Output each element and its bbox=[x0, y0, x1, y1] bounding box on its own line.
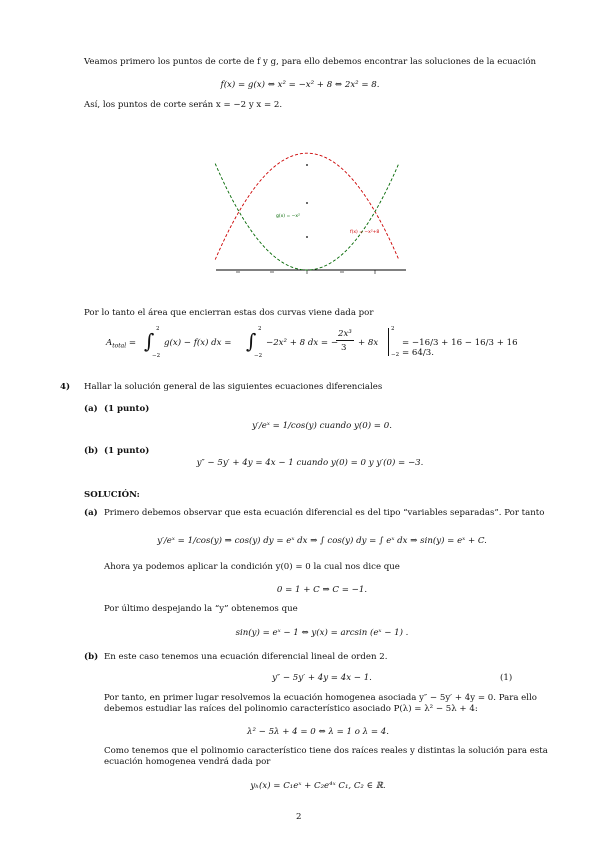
solution-b-eq3: yₕ(x) = C₁eˣ + C₂e⁴ˣ C₁, C₂ ∈ ℝ. bbox=[250, 781, 386, 791]
solution-b-text3-line2: ecuación homogenea vendrá dada por bbox=[104, 757, 271, 767]
part-b-equation: y″ − 5y′ + 4y = 4x − 1 cuando y(0) = 0 y y′(0) = −3. bbox=[196, 458, 424, 468]
intro-text: Veamos primero los puntos de corte de f y g, para ello debemos encontrar las soluciones de la ecuación bbox=[84, 57, 537, 67]
curve-g bbox=[215, 164, 399, 270]
page-number: 2 bbox=[296, 812, 302, 822]
solution-b-text: En este caso tenemos una ecuación diferencial lineal de orden 2. bbox=[104, 652, 388, 662]
solution-b-eq1: y″ − 5y′ + 4y = 4x − 1. bbox=[272, 673, 372, 683]
label-g: g(x) = −x² bbox=[276, 214, 300, 219]
solution-a-eq1: y′/eˣ = 1/cos(y) ⇒ cos(y) dy = eˣ dx ⇒ ∫ cos(y) dy = ∫ eˣ dx ⇒ sin(y) = eˣ + C. bbox=[157, 536, 487, 546]
solution-b-text3-line1: Como tenemos que el polinomio característico tiene dos raíces reales y distintas la solución para esta bbox=[104, 746, 548, 756]
part-b-label: (b) bbox=[84, 446, 99, 456]
y-axis-dots bbox=[306, 164, 308, 238]
solution-a-text2: Ahora ya podemos aplicar la condición y(0) = 0 la cual nos dice que bbox=[104, 562, 400, 572]
equation-intersection: f(x) = g(x) ⇔ x² = −x² + 8 ⇔ 2x² = 8. bbox=[220, 80, 380, 90]
label-f: f(x) = −x²+8 bbox=[350, 230, 380, 235]
area-intro: Por lo tanto el área que encierran estas dos curvas viene dada por bbox=[84, 308, 374, 318]
solution-a-eq3: sin(y) = eˣ − 1 ⇔ y(x) = arcsin (eˣ − 1) . bbox=[235, 628, 409, 638]
solution-b-eq2: λ² − 5λ + 4 = 0 ⇔ λ = 1 o λ = 4. bbox=[247, 727, 389, 737]
part-b-points: (1 punto) bbox=[104, 446, 150, 456]
solution-a-text: Primero debemos observar que esta ecuación diferencial es del tipo “variables separadas”. Por tanto bbox=[104, 508, 545, 518]
solution-heading: SOLUCIÓN: bbox=[84, 490, 140, 500]
solution-b-text2-line1: Por tanto, en primer lugar resolvemos la ecuación homogenea asociada y″ − 5y′ + 4y = 0. Para ello bbox=[104, 693, 537, 703]
function-graph bbox=[210, 122, 410, 282]
solution-a-label: (a) bbox=[84, 508, 98, 518]
solution-a-text3: Por último despejando la “y” obtenemos que bbox=[104, 604, 298, 614]
part-a-label: (a) bbox=[84, 404, 98, 414]
curve-f bbox=[215, 153, 399, 259]
x-tick-marks bbox=[236, 270, 375, 274]
problem-statement: Hallar la solución general de las siguientes ecuaciones diferenciales bbox=[84, 382, 383, 392]
solution-a-eq2: 0 = 1 + C ⇒ C = −1. bbox=[276, 585, 368, 595]
solution-b-eq1-number: (1) bbox=[500, 673, 513, 683]
area-equation: $A_{total}$ = ∫ 2 −2 g(x) − f(x) dx = ∫ 2 −2 −2x² + 8 dx = − 2x³ 3 + 8x 2 −2 = −16/3 + 16 − 16/3 + 16 = 64/3. bbox=[106, 326, 518, 359]
part-a-equation: y′/eˣ = 1/cos(y) cuando y(0) = 0. bbox=[252, 421, 392, 431]
area-lhs: $A_{total}$ = bbox=[106, 338, 137, 350]
solution-b-label: (b) bbox=[84, 652, 99, 662]
part-a-points: (1 punto) bbox=[104, 404, 150, 414]
problem-number: 4) bbox=[60, 382, 71, 392]
solution-b-text2-line2: debemos estudiar las raíces del polinomio característico asociado P(λ) = λ² − 5λ + 4: bbox=[104, 704, 478, 714]
cut-points-text: Así, los puntos de corte serán x = −2 y x = 2. bbox=[84, 100, 283, 110]
